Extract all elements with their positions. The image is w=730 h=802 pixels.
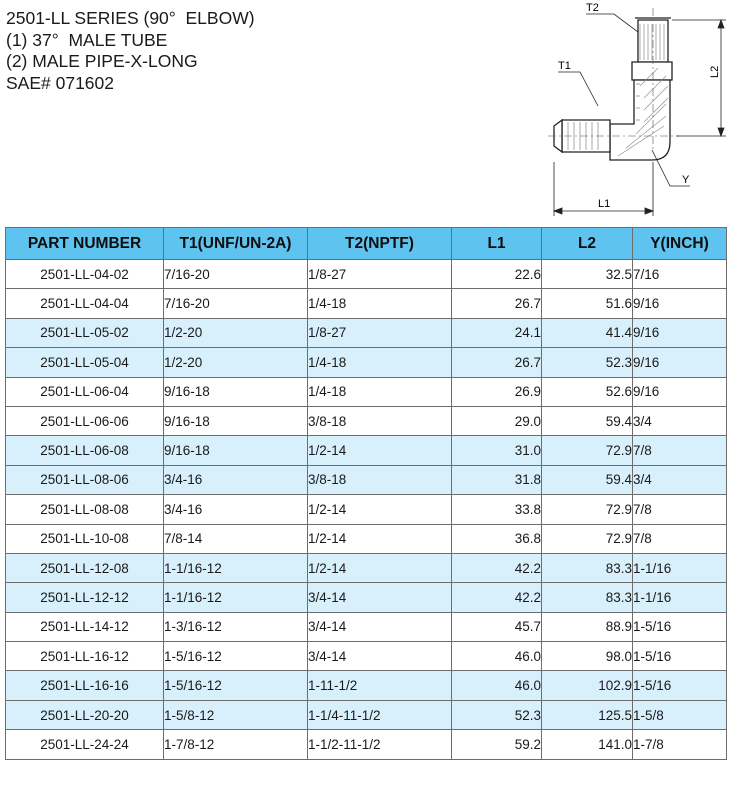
t2-cell: 1/8-27: [308, 318, 452, 347]
y-cell: 1-5/16: [633, 612, 727, 641]
l2-cell: 72.9: [542, 436, 633, 465]
l1-cell: 31.0: [452, 436, 542, 465]
t1-cell: 9/16-18: [164, 377, 308, 406]
part-number-cell: 2501-LL-14-12: [6, 612, 164, 641]
part-number-cell: 2501-LL-04-02: [6, 260, 164, 289]
col-l2: L2: [542, 228, 633, 260]
table-row: [6, 730, 727, 759]
table-row: [6, 289, 727, 318]
l2-cell: 52.3: [542, 348, 633, 377]
l2-cell: 59.4: [542, 406, 633, 435]
part-number-cell: 2501-LL-08-08: [6, 495, 164, 524]
l1-cell: 36.8: [452, 524, 542, 553]
part-number-cell: 2501-LL-12-08: [6, 553, 164, 582]
l1-cell: 46.0: [452, 671, 542, 700]
y-cell: 1-7/8: [633, 730, 727, 759]
t2-cell: 1/8-27: [308, 260, 452, 289]
col-t1: T1(UNF/UN-2A): [164, 228, 308, 260]
table-row: [6, 260, 727, 289]
l1-cell: 29.0: [452, 406, 542, 435]
t1-cell: 3/4-16: [164, 465, 308, 494]
part-number-cell: 2501-LL-06-06: [6, 406, 164, 435]
part-number-cell: 2501-LL-16-16: [6, 671, 164, 700]
part-number-cell: 2501-LL-04-04: [6, 289, 164, 318]
l2-cell: 98.0: [542, 642, 633, 671]
table-row: [6, 348, 727, 377]
t1-cell: 7/16-20: [164, 289, 308, 318]
y-cell: 7/16: [633, 260, 727, 289]
y-cell: 1-1/16: [633, 553, 727, 582]
t2-cell: 3/8-18: [308, 465, 452, 494]
l2-cell: 41.4: [542, 318, 633, 347]
y-cell: 7/8: [633, 436, 727, 465]
label-t2: T2: [586, 2, 599, 14]
series-end-2: (2) MALE PIPE-X-LONG: [6, 51, 198, 71]
y-cell: 7/8: [633, 495, 727, 524]
part-number-cell: 2501-LL-10-08: [6, 524, 164, 553]
table-row: [6, 583, 727, 612]
t2-cell: 1/4-18: [308, 377, 452, 406]
table-row: [6, 671, 727, 700]
t1-cell: 1-7/8-12: [164, 730, 308, 759]
col-part-number: PART NUMBER: [6, 228, 164, 260]
l1-cell: 26.7: [452, 289, 542, 318]
l2-cell: 72.9: [542, 524, 633, 553]
t2-cell: 1-1/4-11-1/2: [308, 700, 452, 729]
spec-table: [5, 227, 727, 760]
t1-cell: 1-5/8-12: [164, 700, 308, 729]
t1-cell: 1-1/16-12: [164, 553, 308, 582]
table-header-row: [6, 228, 727, 260]
l1-cell: 33.8: [452, 495, 542, 524]
table-row: [6, 612, 727, 641]
part-number-cell: 2501-LL-12-12: [6, 583, 164, 612]
l1-cell: 52.3: [452, 700, 542, 729]
t1-cell: 1/2-20: [164, 318, 308, 347]
l2-cell: 125.5: [542, 700, 633, 729]
label-l1: L1: [598, 198, 611, 210]
l2-cell: 52.6: [542, 377, 633, 406]
series-title: 2501-LL SERIES (90° ELBOW): [6, 8, 255, 28]
table-row: [6, 642, 727, 671]
table-row: [6, 436, 727, 465]
l2-cell: 141.0: [542, 730, 633, 759]
y-cell: 9/16: [633, 318, 727, 347]
table-row: [6, 495, 727, 524]
series-end-1: (1) 37° MALE TUBE: [6, 29, 168, 50]
col-y: Y(INCH): [633, 228, 727, 260]
part-number-cell: 2501-LL-05-02: [6, 318, 164, 347]
l2-cell: 32.5: [542, 260, 633, 289]
table-row: [6, 553, 727, 582]
label-t1: T1: [558, 60, 571, 72]
t2-cell: 3/8-18: [308, 406, 452, 435]
table-row: [6, 700, 727, 729]
y-cell: 1-5/16: [633, 671, 727, 700]
t1-cell: 1-5/16-12: [164, 671, 308, 700]
l2-cell: 51.6: [542, 289, 633, 318]
l1-cell: 59.2: [452, 730, 542, 759]
series-header: [6, 8, 255, 94]
l2-cell: 88.9: [542, 612, 633, 641]
l1-cell: 31.8: [452, 465, 542, 494]
l2-cell: 102.9: [542, 671, 633, 700]
t2-cell: 1/2-14: [308, 553, 452, 582]
t1-cell: 7/16-20: [164, 260, 308, 289]
part-number-cell: 2501-LL-16-12: [6, 642, 164, 671]
sae-number: SAE# 071602: [6, 72, 115, 93]
l1-cell: 46.0: [452, 642, 542, 671]
fitting-body: [548, 8, 680, 160]
l1-cell: 26.7: [452, 348, 542, 377]
l1-cell: 22.6: [452, 260, 542, 289]
part-number-cell: 2501-LL-20-20: [6, 700, 164, 729]
l1-cell: 45.7: [452, 612, 542, 641]
label-l2: L2: [709, 65, 721, 78]
part-number-cell: 2501-LL-08-06: [6, 465, 164, 494]
table-row: [6, 406, 727, 435]
t2-cell: 1-11-1/2: [308, 671, 452, 700]
l1-cell: 42.2: [452, 553, 542, 582]
y-cell: 7/8: [633, 524, 727, 553]
t2-cell: 1-1/2-11-1/2: [308, 730, 452, 759]
t1-cell: 1/2-20: [164, 348, 308, 377]
t2-cell: 3/4-14: [308, 583, 452, 612]
part-number-cell: 2501-LL-24-24: [6, 730, 164, 759]
t1-cell: 1-3/16-12: [164, 612, 308, 641]
t2-cell: 3/4-14: [308, 642, 452, 671]
l1-cell: 26.9: [452, 377, 542, 406]
col-l1: L1: [452, 228, 542, 260]
t1-cell: 3/4-16: [164, 495, 308, 524]
t2-cell: 1/4-18: [308, 348, 452, 377]
t1-cell: 1-5/16-12: [164, 642, 308, 671]
table-row: [6, 318, 727, 347]
table-row: [6, 465, 727, 494]
t2-cell: 1/2-14: [308, 436, 452, 465]
t2-cell: 1/2-14: [308, 495, 452, 524]
t2-cell: 1/2-14: [308, 524, 452, 553]
l1-cell: 24.1: [452, 318, 542, 347]
col-t2: T2(NPTF): [308, 228, 452, 260]
l2-cell: 59.4: [542, 465, 633, 494]
label-y: Y: [682, 174, 690, 186]
l2-cell: 83.3: [542, 553, 633, 582]
y-cell: 3/4: [633, 465, 727, 494]
t1-cell: 9/16-18: [164, 406, 308, 435]
t2-cell: 3/4-14: [308, 612, 452, 641]
y-cell: 9/16: [633, 289, 727, 318]
table-row: [6, 524, 727, 553]
l2-cell: 83.3: [542, 583, 633, 612]
y-cell: 1-5/8: [633, 700, 727, 729]
y-cell: 9/16: [633, 348, 727, 377]
y-cell: 1-5/16: [633, 642, 727, 671]
l2-cell: 72.9: [542, 495, 633, 524]
y-cell: 1-1/16: [633, 583, 727, 612]
t2-cell: 1/4-18: [308, 289, 452, 318]
part-number-cell: 2501-LL-06-08: [6, 436, 164, 465]
y-cell: 9/16: [633, 377, 727, 406]
t1-cell: 7/8-14: [164, 524, 308, 553]
table-row: [6, 377, 727, 406]
table-body: [6, 260, 727, 760]
elbow-fitting-drawing: [540, 2, 730, 226]
l1-cell: 42.2: [452, 583, 542, 612]
part-number-cell: 2501-LL-06-04: [6, 377, 164, 406]
t1-cell: 1-1/16-12: [164, 583, 308, 612]
t1-cell: 9/16-18: [164, 436, 308, 465]
y-cell: 3/4: [633, 406, 727, 435]
part-number-cell: 2501-LL-05-04: [6, 348, 164, 377]
